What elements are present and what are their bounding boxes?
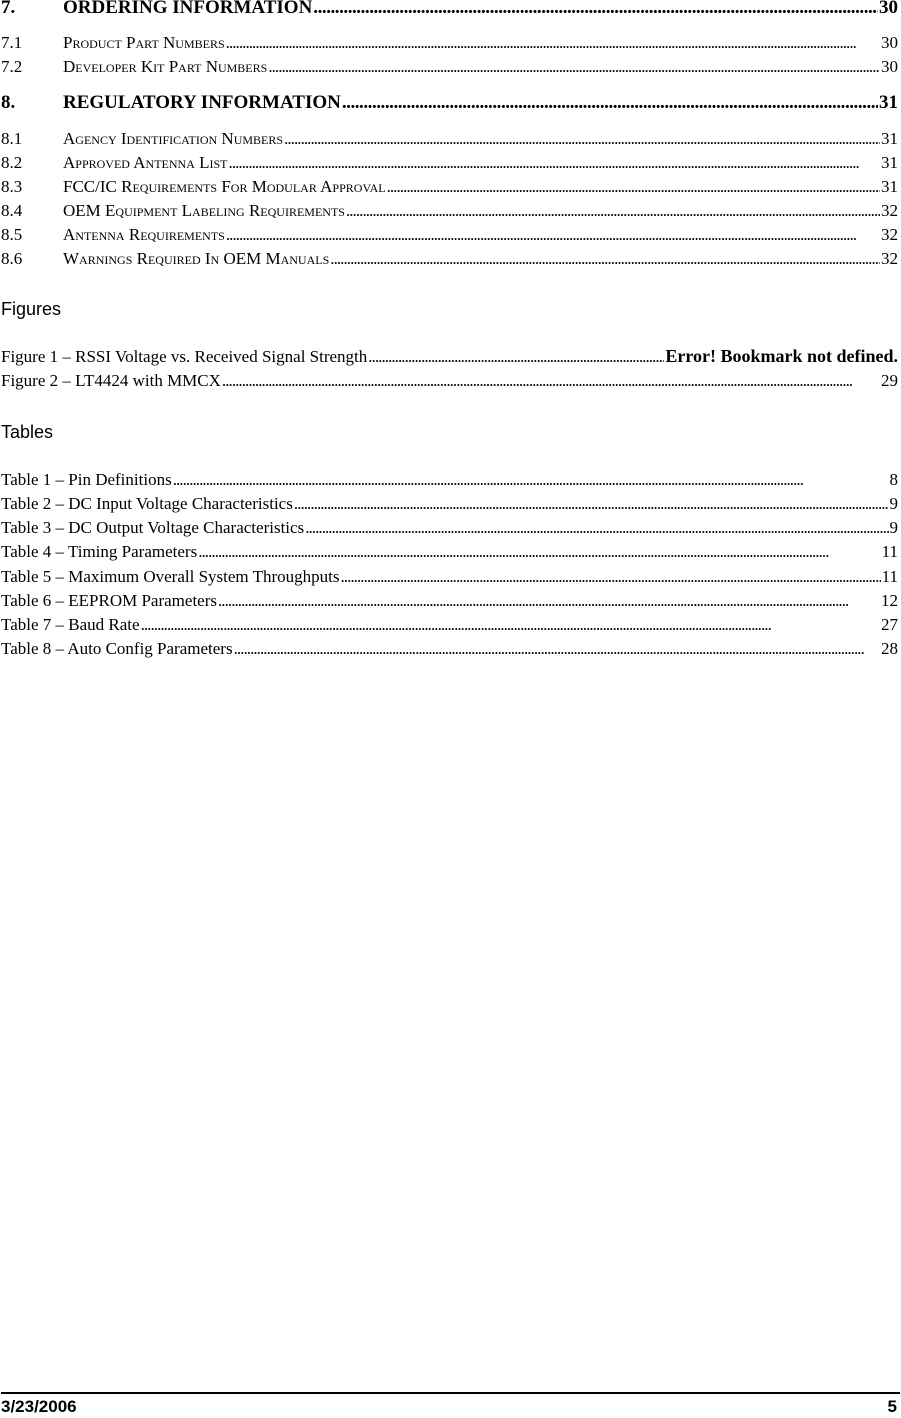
table-entry-6[interactable] [1,591,900,611]
toc-number: 8.2 [1,153,23,172]
table-entry-1[interactable] [1,470,900,490]
dot-leader [222,371,880,391]
table-page: 9 [889,518,898,537]
toc-entry-8-1[interactable] [1,129,898,149]
toc-page: 32 [881,225,898,244]
footer-page-number: 5 [887,1397,897,1416]
dot-leader [226,225,880,245]
table-title: Table 1 – Pin Definitions [1,470,172,489]
dot-leader [229,153,880,173]
dot-leader [313,0,878,18]
figure-title: Figure 1 – RSSI Voltage vs. Received Signal Strength [1,347,368,366]
dot-leader [340,567,880,587]
error-bookmark-text: Error! Bookmark not defined. [665,346,898,366]
table-title: Table 7 – Baud Rate [1,615,140,634]
toc-title: Warnings Required In OEM Manuals [63,249,330,268]
figure-entry-2[interactable] [1,371,900,391]
toc-title: OEM Equipment Labeling Requirements [63,201,345,220]
dot-leader [173,470,889,490]
figure-entry-1[interactable] [1,346,900,367]
toc-number: 8.5 [1,225,23,244]
toc-page: 31 [881,177,898,196]
table-title: Table 2 – DC Input Voltage Characteristics [1,494,293,513]
dot-leader [141,615,880,635]
dot-leader [305,518,888,538]
table-page: 11 [881,542,898,561]
dot-leader [387,177,880,197]
table-entry-4[interactable] [1,542,900,562]
toc-entry-8-4[interactable] [1,201,898,221]
toc-number: 8. [1,93,16,113]
toc-title: REGULATORY INFORMATION [63,93,341,113]
toc-title: Agency Identification Numbers [63,129,284,148]
toc-number: 8.4 [1,201,23,220]
toc-page: 32 [881,201,898,220]
toc-title: Product Part Numbers [63,33,225,52]
footer-date: 3/23/2006 [1,1397,77,1416]
toc-title: ORDERING INFORMATION [63,0,313,18]
toc-number: 8.3 [1,177,23,196]
toc-number: 7.2 [1,57,23,76]
table-entry-8[interactable] [1,639,900,659]
toc-page: 31 [879,93,898,113]
toc-page: 30 [879,0,898,18]
table-page: 11 [881,567,898,586]
dot-leader [226,33,880,53]
table-title: Table 6 – EEPROM Parameters [1,591,217,610]
table-page: 8 [889,470,898,489]
toc-number: 7. [1,0,16,18]
figure-page: 29 [881,371,898,390]
table-entry-5[interactable] [1,567,900,587]
table-title: Table 8 – Auto Config Parameters [1,639,233,658]
toc-title: Developer Kit Part Numbers [63,57,268,76]
table-page: 9 [889,494,898,513]
dot-leader [368,347,664,367]
table-title: Table 5 – Maximum Overall System Throughputs [1,567,340,586]
toc-page: 31 [881,153,898,172]
toc-entry-8-5[interactable] [1,225,898,245]
table-title: Table 4 – Timing Parameters [1,542,198,561]
table-page: 28 [881,639,898,658]
dot-leader [294,494,889,514]
dot-leader [330,249,880,269]
toc-number: 8.1 [1,129,23,148]
table-entry-2[interactable] [1,494,900,514]
table-entry-3[interactable] [1,518,900,538]
toc-entry-8-3[interactable] [1,177,898,197]
footer-divider [1,1392,900,1394]
toc-page: 30 [881,33,898,52]
toc-entry-8-2[interactable] [1,153,898,173]
toc-title: Approved Antenna List [63,153,228,172]
toc-entry-7[interactable] [1,0,898,18]
toc-page: 31 [881,129,898,148]
toc-page: 32 [881,249,898,268]
table-title: Table 3 – DC Output Voltage Characteristics [1,518,305,537]
dot-leader [346,201,880,221]
toc-entry-7-1[interactable] [1,33,898,53]
table-entry-7[interactable] [1,615,900,635]
toc-title: FCC/IC Requirements For Modular Approval [63,177,386,196]
toc-page: 30 [881,57,898,76]
page-footer [1,1397,897,1417]
toc-title: Antenna Requirements [63,225,225,244]
dot-leader [198,542,880,562]
toc-number: 8.6 [1,249,23,268]
table-page: 27 [881,615,898,634]
tables-heading: Tables [1,422,54,442]
figures-heading: Figures [1,299,62,319]
dot-leader [284,129,880,149]
table-page: 12 [881,591,898,610]
toc-entry-7-2[interactable] [1,57,898,77]
toc-entry-8[interactable] [1,93,898,113]
figure-title: Figure 2 – LT4424 with MMCX [1,371,221,390]
dot-leader [268,57,880,77]
dot-leader [342,93,878,113]
toc-entry-8-6[interactable] [1,249,898,269]
dot-leader [218,591,880,611]
dot-leader [234,639,880,659]
toc-number: 7.1 [1,33,23,52]
